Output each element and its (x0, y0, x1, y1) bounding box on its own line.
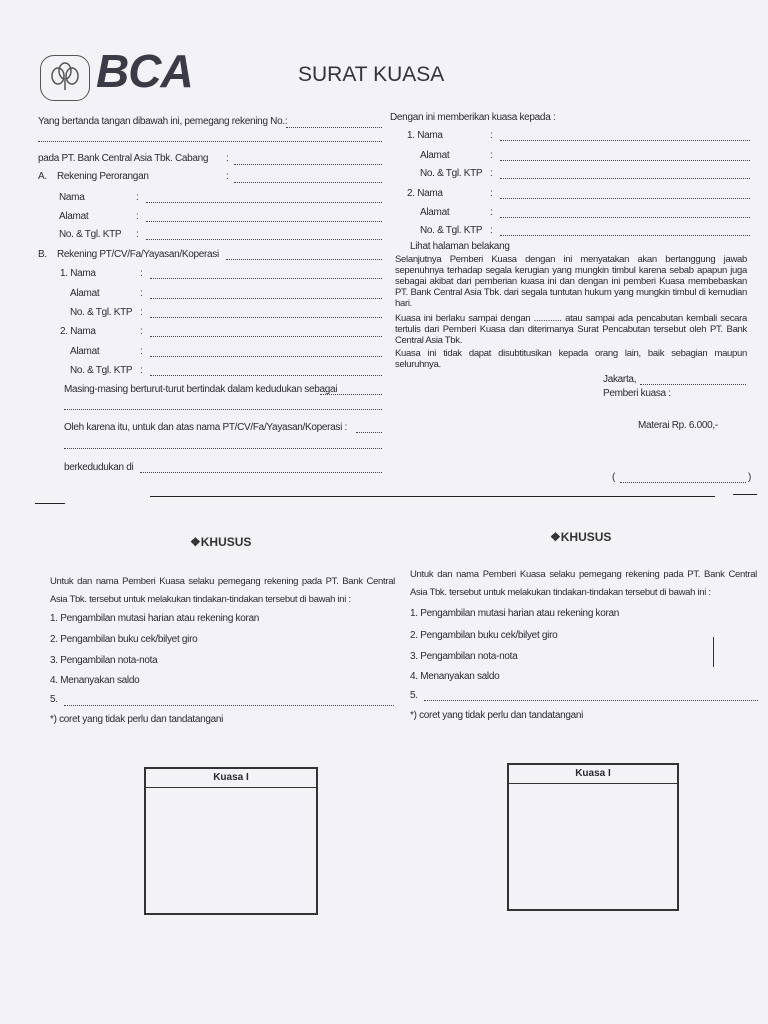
berlaku-paragraph: Kuasa ini berlaku sampai dengan ............ atau sampai ada pencabutan kembali secara tertulis dari Pemberi Kuasa dan diterimanya Surat Pencabutan tersebut oleh PT. Bank Central Asia Tbk. (395, 313, 747, 346)
colon: : (490, 150, 493, 161)
r-ktp2-label: No. & Tgl. KTP (420, 225, 483, 236)
colon: : (140, 365, 143, 376)
r-ktp1-label: No. & Tgl. KTP (420, 168, 483, 179)
nama-label: Nama (59, 192, 85, 203)
khusus-item: 3. Pengambilan nota-nota (50, 655, 158, 666)
intro-text: Yang bertanda tangan dibawah ini, pemegang rekening No.: (38, 116, 288, 127)
khusus-item5-field[interactable] (424, 700, 758, 701)
r-nama1-label: 1. Nama (407, 130, 443, 141)
r-ktp2-field[interactable] (500, 235, 750, 236)
khusus-item5-field[interactable] (64, 705, 394, 706)
colon: : (226, 153, 229, 164)
r-ktp1-field[interactable] (500, 178, 750, 179)
b-ktp2-label: No. & Tgl. KTP (70, 365, 133, 376)
b-alamat1-field[interactable] (150, 298, 382, 299)
colon: : (490, 168, 493, 179)
b-nama2-field[interactable] (150, 336, 382, 337)
signature-name-field[interactable] (620, 482, 746, 483)
oleh-text: Oleh karena itu, untuk dan atas nama PT/CV/Fa/Yayasan/Koperasi : (64, 422, 348, 433)
b-ktp1-field[interactable] (150, 317, 382, 318)
colon: : (140, 307, 143, 318)
tanggung-jawab-paragraph: Selanjutnya Pemberi Kuasa dengan ini menyatakan akan bertanggung jawab sepenuhnya terhadap segala kerugian yang mungkin timbul karena sebab apapun juga sebagai akibat dari pemberian kuasa ini dan dengan ini pemberi Kuasa membebaskan PT. Bank Central Asia Tbk. dari segala tuntutan hukum yang mungkin timbul di kemudian hari. (395, 254, 747, 309)
cabang-label: pada PT. Bank Central Asia Tbk. Cabang (38, 153, 209, 164)
khusus-heading: ❖KHUSUS (550, 530, 612, 544)
materai-label: Materai Rp. 6.000,- (638, 420, 718, 431)
khusus-item: 4. Menanyakan saldo (410, 671, 500, 682)
khusus-intro: Untuk dan nama Pemberi Kuasa selaku pemegang rekening pada PT. Bank Central Asia Tbk. tersebut untuk melakukan tindakan-tindakan tersebut di bawah ini : (50, 576, 395, 605)
b-ktp1-label: No. & Tgl. KTP (70, 307, 133, 318)
colon: : (490, 188, 493, 199)
colon: : (136, 192, 139, 203)
r-alamat1-field[interactable] (500, 160, 750, 161)
kuasa-signature-box[interactable] (507, 763, 679, 911)
colon: : (140, 268, 143, 279)
divider-mark (733, 494, 757, 495)
section-divider (150, 496, 715, 497)
colon: : (136, 229, 139, 240)
b-nama1-field[interactable] (150, 278, 382, 279)
section-b-title: Rekening PT/CV/Fa/Yayasan/Koperasi (57, 249, 219, 260)
kedudukan-field-2[interactable] (64, 409, 382, 410)
b-alamat2-label: Alamat (70, 346, 100, 357)
kuasa-box-label: Kuasa I (146, 769, 316, 788)
kuasa-signature-box[interactable] (144, 767, 318, 915)
r-alamat2-label: Alamat (420, 207, 450, 218)
b-nama2-label: 2. Nama (60, 326, 96, 337)
bca-logo-text: BCA (96, 45, 193, 97)
alamat-field[interactable] (146, 221, 382, 222)
colon: : (140, 326, 143, 337)
rekening-no-field[interactable] (286, 127, 382, 128)
document-title: SURAT KUASA (298, 63, 445, 86)
colon: : (490, 130, 493, 141)
khusus-item: 1. Pengambilan mutasi harian atau rekening koran (410, 608, 620, 619)
nama-badan-field[interactable] (356, 432, 382, 433)
colon: : (140, 288, 143, 299)
r-alamat1-label: Alamat (420, 150, 450, 161)
section-a-label: A. (38, 171, 47, 182)
colon: : (490, 225, 493, 236)
kuasa-box-label: Kuasa I (509, 765, 677, 784)
khusus-note: *) coret yang tidak perlu dan tandatangani (50, 714, 224, 725)
jakarta-label: Jakarta, (603, 374, 637, 385)
khusus-item: 2. Pengambilan buku cek/bilyet giro (410, 630, 558, 641)
r-nama1-field[interactable] (500, 140, 750, 141)
b-ktp2-field[interactable] (150, 375, 382, 376)
section-b-label: B. (38, 249, 47, 260)
colon: : (136, 211, 139, 222)
bca-emblem-icon (40, 55, 90, 101)
masing-text: Masing-masing berturut-turut bertindak dalam kedudukan sebagai (64, 384, 338, 395)
ktp-field[interactable] (146, 239, 382, 240)
colon: : (140, 346, 143, 357)
pemberi-kuasa-label: Pemberi kuasa : (603, 388, 671, 399)
khusus-item: 1. Pengambilan mutasi harian atau rekening koran (50, 613, 260, 624)
berkedudukan-field[interactable] (140, 472, 382, 473)
divider-mark (35, 503, 65, 504)
diamond-icon: ❖ (190, 535, 201, 549)
b-nama1-label: 1. Nama (60, 268, 96, 279)
khusus-heading: ❖KHUSUS (190, 535, 252, 549)
r-alamat2-field[interactable] (500, 217, 750, 218)
b-alamat2-field[interactable] (150, 356, 382, 357)
khusus-intro: Untuk dan nama Pemberi Kuasa selaku pemegang rekening pada PT. Bank Central Asia Tbk. tersebut untuk melakukan tindakan-tindakan tersebut di bawah ini : (410, 569, 757, 598)
kedudukan-field[interactable] (320, 394, 382, 395)
lihat-text: Lihat halaman belakang (410, 241, 510, 252)
substitusi-paragraph: Kuasa ini tidak dapat disubtitusikan kepada orang lain, baik sebagian maupun seluruhnya. (395, 348, 747, 370)
ktp-label: No. & Tgl. KTP (59, 229, 122, 240)
khusus-item: 5. (50, 694, 58, 705)
khusus-item: 5. (410, 690, 418, 701)
rekening-no-field-2[interactable] (38, 141, 382, 142)
sign-open-paren: ( (612, 472, 616, 483)
diamond-icon: ❖ (550, 530, 561, 544)
nama-badan-field-2[interactable] (64, 448, 382, 449)
khusus-item: 3. Pengambilan nota-nota (410, 651, 518, 662)
alamat-label: Alamat (59, 211, 89, 222)
r-nama2-label: 2. Nama (407, 188, 443, 199)
khusus-note: *) coret yang tidak perlu dan tandatangani (410, 710, 584, 721)
b-alamat1-label: Alamat (70, 288, 100, 299)
khusus-item: 4. Menanyakan saldo (50, 675, 140, 686)
pen-mark (713, 637, 714, 667)
colon: : (490, 207, 493, 218)
nama-field[interactable] (146, 202, 382, 203)
cabang-field[interactable] (234, 164, 382, 165)
section-a-title: Rekening Perorangan (57, 171, 149, 182)
berkedudukan-label: berkedudukan di (64, 462, 134, 473)
dengan-text: Dengan ini memberikan kuasa kepada : (390, 112, 556, 123)
perorangan-field[interactable] (234, 182, 382, 183)
badan-usaha-field[interactable] (226, 259, 382, 260)
colon: : (226, 171, 229, 182)
r-nama2-field[interactable] (500, 198, 750, 199)
tanggal-field[interactable] (640, 384, 746, 385)
sign-close-paren: ) (748, 472, 752, 483)
khusus-item: 2. Pengambilan buku cek/bilyet giro (50, 634, 198, 645)
